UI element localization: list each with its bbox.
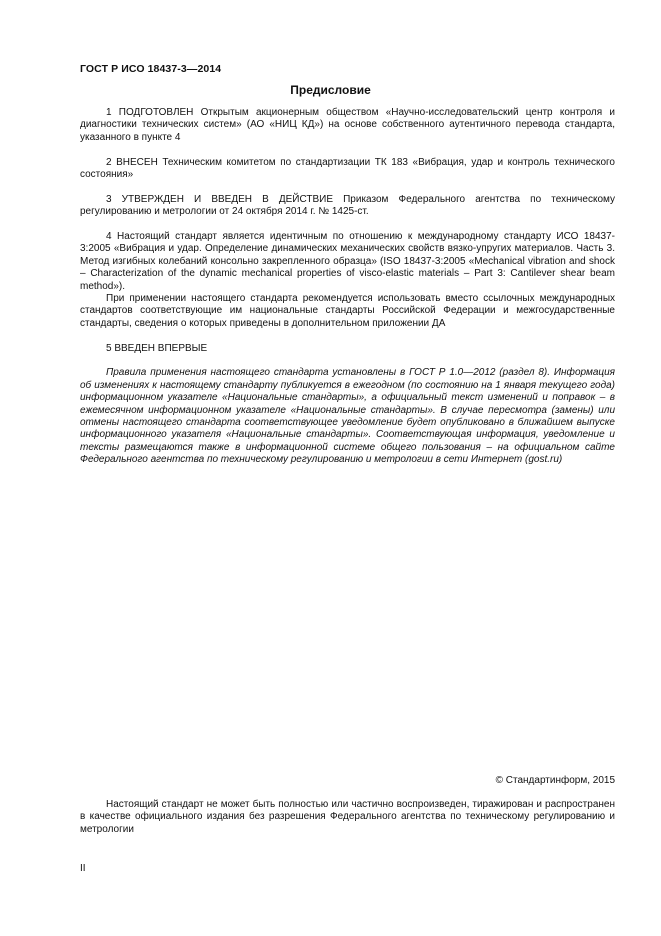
page-title: Предисловие [290,83,371,97]
reproduction-notice: Настоящий стандарт не может быть полностью или частично воспроизведен, тиражирован и распространен в качестве официального издания без разрешения Федерального агентства по техническому регулированию и метрологии [80,799,615,835]
paragraph-identical: 4 Настоящий стандарт является идентичным по отношению к международному стандарту ИСО 18437-3:2005 «Вибрация и удар. Определение динамических механических свойств вязко-упругих материалов. Часть 3. Метод изгибных колебаний консольно закрепленного образца» (ISO 18437-3:2005 «Mechanical vibration and shock – Characterization of the dynamic mechanical properties of visco-elastic materials – Part 3: Cantilever shear beam method»). [80,231,615,292]
page-number: II [80,863,86,874]
paragraph-approved: 3 УТВЕРЖДЕН И ВВЕДЕН В ДЕЙСТВИЕ Приказом Федерального агентства по техническому регулированию и метрологии от 24 октября 2014 г. № 1425-ст. [80,193,615,218]
foreword-body [80,107,615,467]
paragraph-introduced: 2 ВНЕСЕН Техническим комитетом по стандартизации ТК 183 «Вибрация, удар и контроль технического состояния» [80,156,615,181]
paragraph-prepared: 1 ПОДГОТОВЛЕН Открытым акционерным обществом «Научно-исследовательский центр контроля и диагностики технических систем» (АО «НИЦ КД») на основе собственного аутентичного перевода стандарта, указанного в пункте 4 [80,107,615,143]
paragraph-references: При применении настоящего стандарта рекомендуется использовать вместо ссылочных международных стандартов соответствующие им национальные стандарты Российской Федерации и межгосударственные стандарты, сведения о которых приведены в дополнительном приложении ДА [80,293,615,329]
italic-notice: Правила применения настоящего стандарта установлены в ГОСТ Р 1.0—2012 (раздел 8). Информация об изменениях к настоящему стандарту публикуется в ежегодном (по состоянию на 1 января текущего года) информационном указателе «Национальные стандарты», а официальный текст изменений и поправок – в ежемесячном информационном указателе «Национальные стандарты». В случае пересмотра (замены) или отмены настоящего стандарта соответствующее уведомление будет опубликовано в ближайшем выпуске информационного указателя «Национальные стандарты». Соответствующая информация, уведомление и тексты размещаются также в информационной системе общего пользования – на официальном сайте Федерального агентства по техническому регулированию и метрологии в сети Интернет (gost.ru) [80,367,615,466]
paragraph-first-introduced: 5 ВВЕДЕН ВПЕРВЫЕ [106,342,208,354]
copyright-line: © Стандартинформ, 2015 [495,775,615,786]
standard-id: ГОСТ Р ИСО 18437-3—2014 [80,63,222,75]
